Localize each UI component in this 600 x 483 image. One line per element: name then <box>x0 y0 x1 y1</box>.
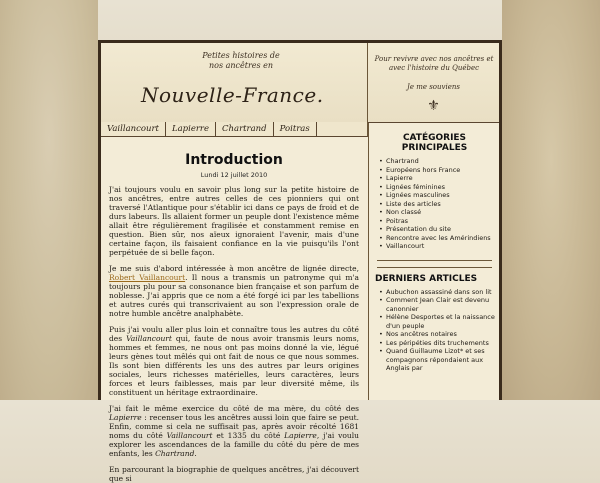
main-nav <box>101 122 368 137</box>
text-span: Puis j'ai voulu aller plus loin et connaître tous les autres du côté des <box>109 325 359 343</box>
nav-item-chartrand[interactable]: Chartrand <box>216 122 274 136</box>
text-span: Je me suis d'abord intéressée à mon ancêtre de lignée directe, <box>109 264 359 273</box>
category-item[interactable]: • Poitras <box>379 217 496 226</box>
emphasis: Lapierre <box>284 431 317 440</box>
category-item[interactable]: • Liste des articles <box>379 200 496 209</box>
category-item[interactable]: • Non classé <box>379 208 496 217</box>
text-span: J'ai fait le même exercice du côté de ma mère, du côté des <box>109 404 359 413</box>
post-date: Lundi 12 juillet 2010 <box>200 171 268 179</box>
article-item[interactable]: • Hélène Desportes et la naissance d'un peuple <box>379 313 496 330</box>
emphasis: Lapierre <box>109 413 142 422</box>
post-paragraph <box>109 404 359 458</box>
left-decorative-background <box>0 0 98 400</box>
category-item[interactable]: • Lignées féminines <box>379 183 496 192</box>
header-motto: Je me souviens <box>407 83 460 91</box>
robert-vaillancourt-link[interactable]: Robert Vaillancourt <box>109 273 186 282</box>
fleur-de-lis-icon: ⚜ <box>427 98 440 114</box>
post-paragraph <box>109 264 359 318</box>
header-side-tagline: Pour revivre avec nos ancêtres et avec l'histoire du Québec <box>374 55 494 72</box>
post-paragraph <box>109 325 359 397</box>
text-span: . Il nous a transmis un patronyme qui m'a toujours plu pour sa consonance bien française et son parfum de noblesse. J'ai appris que ce nom a été forgé ici par les tabellions et autres curés qui transcrivaient au son l'expression orale de notre humble ancêtre analphabète. <box>109 273 359 318</box>
site-title[interactable]: Nouvelle-France. <box>141 83 324 107</box>
nav-item-lapierre[interactable]: Lapierre <box>166 122 216 136</box>
sidebar <box>368 123 500 400</box>
post-paragraph: En parcourant la biographie de quelques ancêtres, j'ai découvert que si <box>109 465 359 483</box>
site-header <box>101 43 499 123</box>
emphasis: Chartrand <box>155 449 195 458</box>
text-span: et 1335 du côté <box>212 431 285 440</box>
header-banner <box>101 43 368 122</box>
article-item[interactable]: • Comment Jean Clair est devenu canonnier <box>379 296 496 313</box>
sidebar-divider <box>377 260 492 268</box>
text-span: : recenser tous les ancêtres aussi loin que faire se peut. Enfin, comme si cela ne suffisait pas, après avoir récolté 1681 noms du côté <box>109 413 359 440</box>
article-item[interactable]: • Aubuchon assassiné dans son lit <box>379 288 496 297</box>
category-item[interactable]: • Présentation du site <box>379 225 496 234</box>
site-tagline: Petites histoires de nos ancêtres en <box>202 51 280 70</box>
right-decorative-background <box>502 0 600 400</box>
text-span: qui, faute de nous avoir transmis leurs noms, hommes et femmes, ne nous ont pas moins donné la vie, légué leurs gènes tout mêlés qui ont fait de nous ce que nous sommes. Ils sont bien différents les uns des autres par leurs origines sociales, leurs richesses matérielles, leurs caractères, leurs forces et leurs faiblesses, mais par leur diversité même, ils constituent un héritage extraordinaire. <box>109 334 359 397</box>
page-inner <box>101 43 499 483</box>
nav-item-poitras[interactable]: Poitras <box>274 122 317 136</box>
category-item[interactable]: • Rencontre avec les Amérindiens <box>379 234 496 243</box>
page-frame <box>98 40 502 483</box>
text-span: , j'ai voulu explorer les ascendances de la famille du côté du père de mes enfants, les <box>109 431 359 458</box>
recent-articles-list <box>379 288 496 373</box>
header-side-panel <box>368 43 499 122</box>
post-paragraph: J'ai toujours voulu en savoir plus long sur la petite histoire de nos ancêtres, entre autres celles de ces pionniers qui ont traversé l'Atlantique pour s'établir ici dans ce pays de froid et de durs labeurs. Ils allaient former un peuple dont l'existence même allait être régulièrement fragilisée et constamment remise en question. Bien sûr, nos aïeux ignoraient l'avenir, mais d'une certaine façon, ils faisaient confiance en la vie puisqu'ils l'ont perpétuée de si belle façon. <box>109 185 359 257</box>
category-item[interactable]: • Chartrand <box>379 157 496 166</box>
article-item[interactable]: • Nos ancêtres notaires <box>379 330 496 339</box>
nav-item-vaillancourt[interactable]: Vaillancourt <box>101 122 166 136</box>
emphasis: Vaillancourt <box>166 431 213 440</box>
categories-heading: CATÉGORIES PRINCIPALES <box>401 133 468 153</box>
post-title[interactable]: Introduction <box>185 152 283 168</box>
article-item[interactable]: • Les péripéties dits truchements <box>379 339 496 348</box>
category-item[interactable]: • Vaillancourt <box>379 242 496 251</box>
categories-list <box>379 157 496 251</box>
category-item[interactable]: • Lapierre <box>379 174 496 183</box>
emphasis: Vaillancourt <box>126 334 172 343</box>
text-span: . <box>194 449 197 458</box>
article-item[interactable]: • Quand Guillaume Lizot* et ses compagnons répondaient aux Anglais par <box>379 347 496 373</box>
category-item[interactable]: • Lignées masculines <box>379 191 496 200</box>
post-content <box>101 137 367 483</box>
recent-articles-heading: DERNIERS ARTICLES <box>375 273 478 284</box>
category-item[interactable]: • Européens hors France <box>379 166 496 175</box>
